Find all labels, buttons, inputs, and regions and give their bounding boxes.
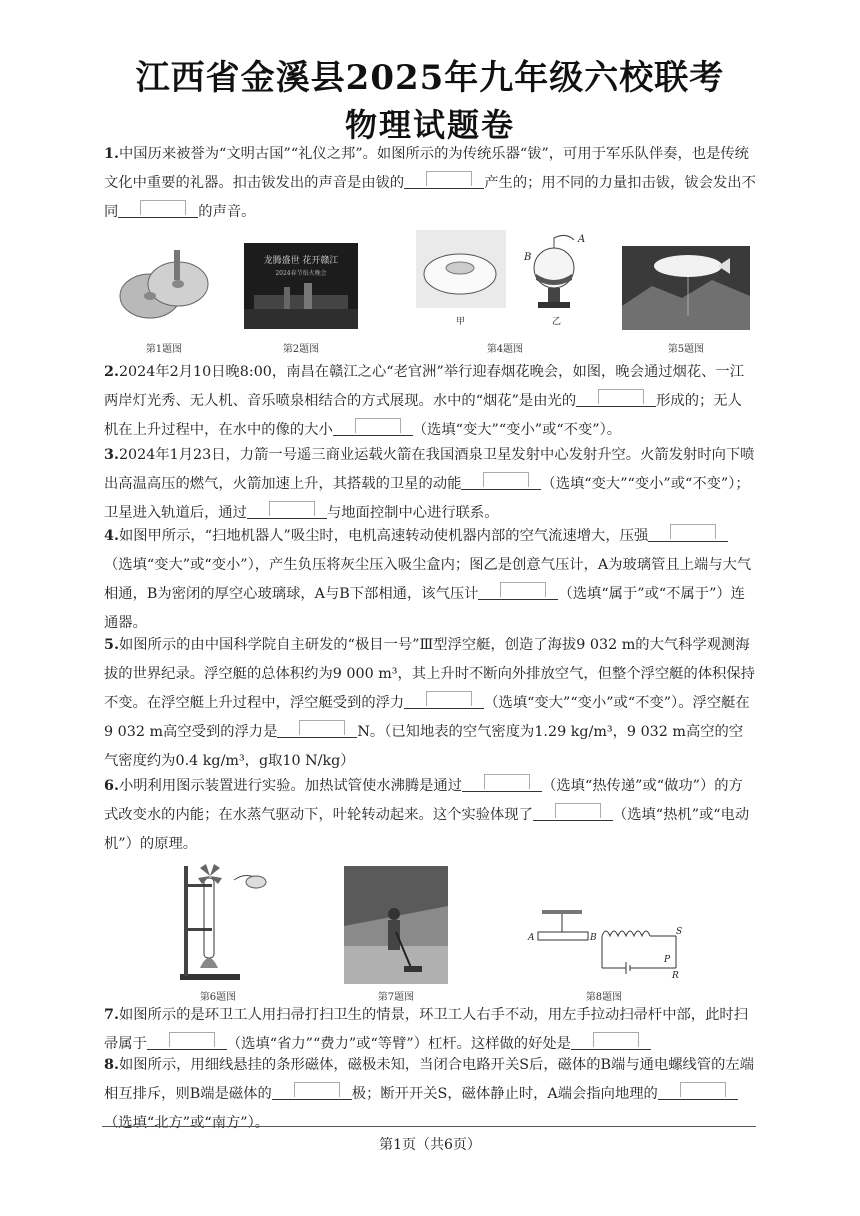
- exam-subtitle: 物理试题卷: [344, 106, 515, 144]
- fig4-label-jia: 甲: [456, 317, 466, 327]
- answer-blank[interactable]: [404, 694, 484, 709]
- robot-barometer-figure: [416, 230, 592, 330]
- question-text: 小明利用图示装置进行实验。加热试管使水沸腾是通过: [118, 778, 463, 794]
- answer-blank[interactable]: [247, 504, 327, 519]
- answer-blank[interactable]: [533, 806, 613, 821]
- question-text: 中国历来被誉为“文明古国”“礼仪之邦”。如图所示的为传统乐器“钹”，可用于军乐队伴奏，也是传统文化中重要的礼器。扣击钹发出的声音是由钹的: [104, 146, 749, 191]
- figure-caption: 第8题图: [585, 992, 623, 1003]
- answer-blank[interactable]: [462, 777, 542, 792]
- cymbals-figure: [116, 244, 212, 330]
- question-text: 极；断开开关S，磁体静止时，A端会指向地理的: [351, 1086, 658, 1102]
- figure-caption: 第5题图: [667, 344, 705, 355]
- question-number: 2.: [104, 364, 119, 380]
- answer-blank[interactable]: [272, 1085, 352, 1100]
- figure-caption: 第6题图: [199, 992, 237, 1003]
- answer-blank[interactable]: [277, 723, 357, 738]
- steam-turbine-figure: [170, 858, 274, 984]
- question-text: 2024年2月10日晚8:00，南昌在赣江之心“老官洲”举行迎春烟花晚会，如图，晚会通过烟花、一江两岸灯光秀、无人机、音乐喷泉相结合的方式展现。水中的“烟花”是由光的: [104, 364, 745, 409]
- question-1: [104, 140, 756, 227]
- answer-blank[interactable]: [648, 527, 728, 542]
- question-text: （选填“热机”或“电动机”）的原理。: [104, 807, 750, 852]
- fig8-label-s: S: [676, 927, 683, 937]
- fig4-label-a: A: [578, 234, 586, 245]
- airship-figure: [622, 246, 750, 330]
- question-number: 6.: [104, 778, 119, 794]
- question-number: 1.: [104, 146, 119, 162]
- question-text: （选填“变大”“变小”或“不变”）。浮空艇在9 032 m高空受到的浮力是: [104, 695, 750, 740]
- electromagnet-figure: [526, 906, 694, 978]
- figure-caption: 第2题图: [282, 344, 320, 355]
- question-text: 2024年1月23日，力箭一号遥三商业运载火箭在我国酒泉卫星发射中心发射升空。火箭发射时向下喷出高温高压的燃气，火箭加速上升，其搭载的卫星的动能: [104, 447, 755, 492]
- question-text: （选填“北方”或“南方”）。: [104, 1115, 270, 1131]
- footer-divider: [102, 1126, 756, 1127]
- figure-caption: 第4题图: [486, 344, 524, 355]
- answer-blank[interactable]: [118, 203, 198, 218]
- sweeper-figure: [344, 866, 448, 984]
- question-number: 8.: [104, 1057, 119, 1073]
- question-text: （选填“变大”“变小”或“不变”）。: [412, 422, 622, 438]
- fireworks-figure: [244, 243, 358, 329]
- question-text: 产生的；用不同的力量扣击钹，钹会发出不同: [104, 175, 756, 220]
- question-text: 与地面控制中心进行联系。: [326, 505, 499, 521]
- question-text: 形成的；无人机在上升过程中，在水中的像的大小: [104, 393, 742, 438]
- answer-blank[interactable]: [147, 1035, 227, 1050]
- question-text: 的声音。: [198, 204, 256, 220]
- question-text: 如图所示的是环卫工人用扫帚打扫卫生的情景，环卫工人右手不动，用左手拉动扫帚杆中部，此时扫帚属于: [104, 1007, 748, 1052]
- question-text: （选填“变大”或“变小”），产生负压将灰尘压入吸尘盒内；图乙是创意气压计，A为玻璃管且上端与大气相通，B为密闭的厚空心玻璃球，A与B下部相通，该气压计: [104, 557, 752, 602]
- answer-blank[interactable]: [404, 174, 484, 189]
- question-8: [104, 1051, 756, 1138]
- answer-blank[interactable]: [478, 585, 558, 600]
- fig8-label-b: B: [590, 933, 597, 943]
- figure-caption: 第7题图: [377, 992, 415, 1003]
- answer-blank[interactable]: [658, 1085, 738, 1100]
- fig2-line1: 龙腾盛世 花开赣江: [263, 256, 339, 266]
- question-text: 如图所示的由中国科学院自主研发的“极目一号”Ⅲ型浮空艇，创造了海拔9 032 m的大气科学观测海拔的世界纪录。浮空艇的总体积约为9 000 m³，其上升时不断向外排放空气，但整个浮空艇的体积保持不变。在浮空艇上升过程中，浮空艇受到的浮力: [104, 637, 755, 711]
- fig4-label-yi: 乙: [552, 317, 562, 327]
- question-4: [104, 522, 756, 638]
- question-5: [104, 631, 756, 776]
- question-text: （选填“属于”或“不属于”）连通器。: [104, 586, 745, 631]
- answer-blank[interactable]: [576, 392, 656, 407]
- fig8-label-p: P: [664, 955, 671, 965]
- fig2-line2: 2024春节焰火晚会: [275, 270, 327, 277]
- question-number: 7.: [104, 1007, 119, 1023]
- question-6: [104, 772, 756, 859]
- answer-blank[interactable]: [461, 475, 541, 490]
- question-text: 如图所示，用细线悬挂的条形磁体，磁极未知，当闭合电路开关S后，磁体的B端与通电螺线管的左端相互排斥，则B端是磁体的: [104, 1057, 754, 1102]
- answer-blank[interactable]: [571, 1035, 651, 1050]
- answer-blank[interactable]: [333, 421, 413, 436]
- question-text: （选填“省力”“费力”或“等臂”）杠杆。这样做的好处是: [226, 1036, 571, 1052]
- question-text: （选填“热传递”或“做功”）的方式改变水的内能；在水蒸气驱动下，叶轮转动起来。这个实验体现了: [104, 778, 743, 823]
- question-2: [104, 358, 756, 445]
- fig4-label-b: B: [524, 252, 532, 263]
- question-text: 如图甲所示，“扫地机器人”吸尘时，电机高速转动使机器内部的空气流速增大，压强: [118, 528, 649, 544]
- question-text: （选填“变大”“变小”或“不变”）；卫星进入轨道后，通过: [104, 476, 750, 521]
- question-text: N。（已知地表的空气密度为1.29 kg/m³，9 032 m高空的空气密度约为0.4 kg/m³，g取10 N/kg）: [104, 724, 744, 769]
- question-number: 3.: [104, 447, 119, 463]
- page-number: 第1页（共6页）: [379, 1137, 481, 1153]
- fig8-label-a: A: [528, 933, 535, 943]
- question-number: 4.: [104, 528, 119, 544]
- question-3: [104, 441, 756, 528]
- question-number: 5.: [104, 637, 119, 653]
- figure-caption: 第1题图: [145, 344, 183, 355]
- fig8-label-r: R: [672, 971, 679, 978]
- exam-title: 江西省金溪县2025年九年级六校联考: [135, 58, 725, 98]
